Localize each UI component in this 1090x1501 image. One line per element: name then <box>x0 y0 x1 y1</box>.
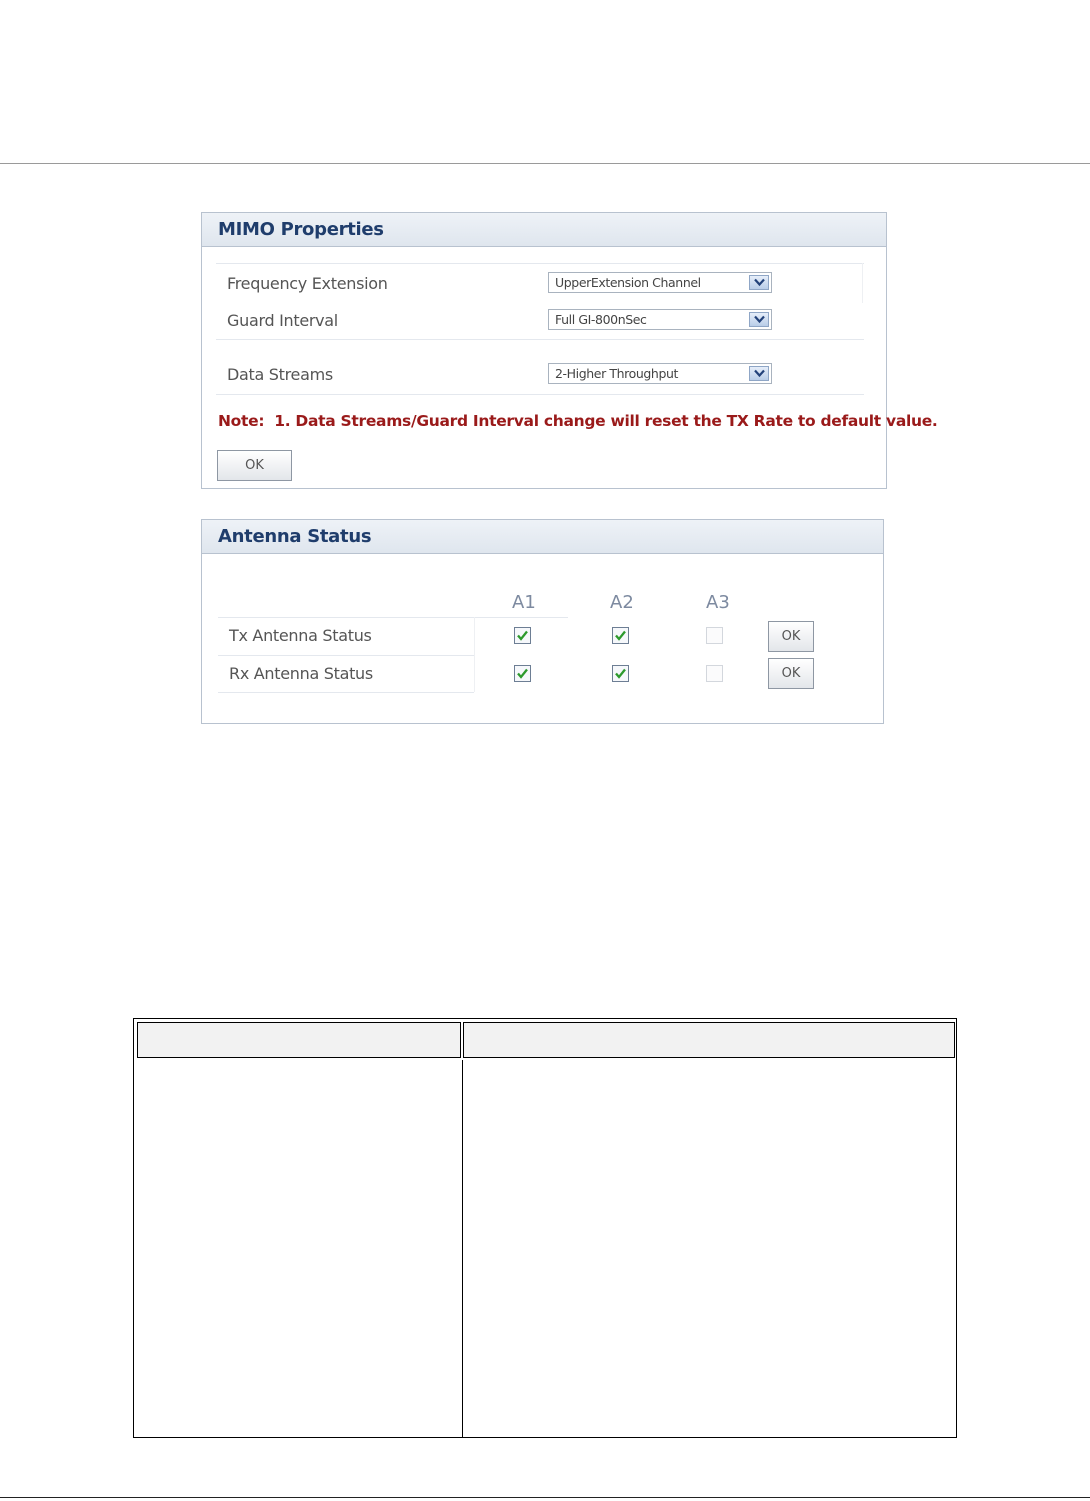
tx-a1-checkbox[interactable] <box>514 627 531 644</box>
table-body-cell-2 <box>463 1060 956 1437</box>
table-header-cell-1 <box>137 1022 461 1058</box>
tx-a2-checkbox[interactable] <box>612 627 629 644</box>
frequency-extension-label: Frequency Extension <box>227 274 388 293</box>
mimo-properties-panel <box>201 212 938 489</box>
rx-a2-checkbox[interactable] <box>612 665 629 682</box>
chevron-down-icon[interactable] <box>749 275 769 290</box>
antenna-panel-title: Antenna Status <box>218 526 372 547</box>
data-streams-value: 2-Higher Throughput <box>555 366 679 381</box>
data-streams-label: Data Streams <box>227 365 333 384</box>
page-footer-rule <box>0 1497 1090 1498</box>
antenna-status-panel <box>201 519 884 724</box>
frequency-extension-value: UpperExtension Channel <box>555 275 701 290</box>
rx-antenna-status-label: Rx Antenna Status <box>229 664 373 683</box>
document-table <box>133 1018 957 1438</box>
guard-interval-label: Guard Interval <box>227 311 338 330</box>
rx-ok-button[interactable]: OK <box>768 658 814 689</box>
rx-a1-checkbox[interactable] <box>514 665 531 682</box>
guard-interval-value: Full GI-800nSec <box>555 312 647 327</box>
table-header-cell-2 <box>463 1022 955 1058</box>
mimo-ok-button[interactable]: OK <box>217 450 292 481</box>
tx-antenna-status-label: Tx Antenna Status <box>229 626 372 645</box>
note-text: 1. Data Streams/Guard Interval change will reset the TX Rate to default value. <box>274 412 938 430</box>
tx-a3-checkbox[interactable] <box>706 627 723 644</box>
note-label: Note: <box>218 412 265 430</box>
column-header-a2: A2 <box>610 592 634 613</box>
table-body-cell-1 <box>134 1060 463 1437</box>
note-message <box>218 412 938 430</box>
rx-a3-checkbox[interactable] <box>706 665 723 682</box>
frequency-extension-select[interactable] <box>548 272 772 293</box>
page-header-rule <box>0 163 1090 164</box>
antenna-panel-header <box>202 520 883 554</box>
chevron-down-icon[interactable] <box>749 312 769 327</box>
guard-interval-select[interactable] <box>548 309 772 330</box>
mimo-panel-title: MIMO Properties <box>218 219 384 240</box>
mimo-panel-header <box>202 213 886 247</box>
column-header-a1: A1 <box>512 592 536 613</box>
column-header-a3: A3 <box>706 592 730 613</box>
chevron-down-icon[interactable] <box>749 366 769 381</box>
tx-ok-button[interactable]: OK <box>768 621 814 652</box>
data-streams-select[interactable] <box>548 363 772 384</box>
